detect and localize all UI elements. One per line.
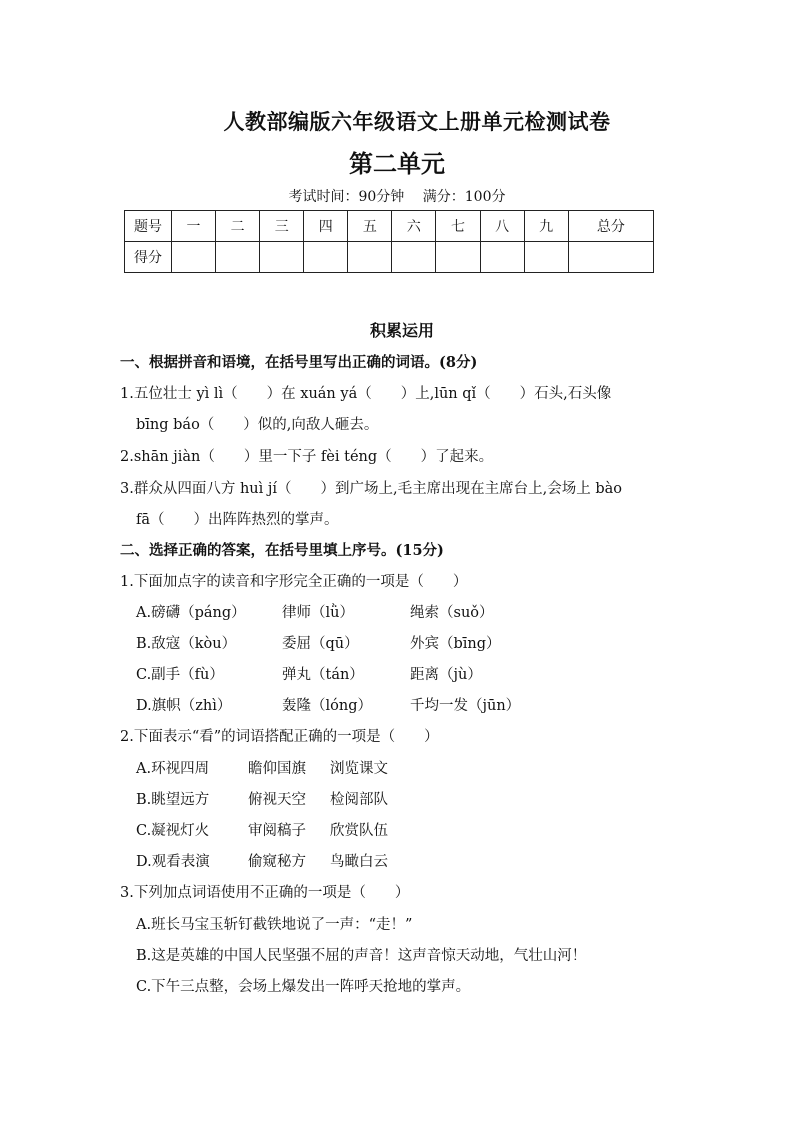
score-cell: 题号: [125, 211, 172, 242]
q1-item: 1.五位壮士 yì lì（ ）在 xuán yá（ ）上,lūn qǐ（ ）石头,石头像: [120, 386, 612, 402]
option-cell: 距离（jù）: [410, 667, 482, 683]
exam-info: [0, 186, 794, 206]
q2-sub2-stem: 2.下面表示“看”的词语搭配正确的一项是（ ）: [120, 729, 439, 745]
option-c: C.副手（fù）: [136, 667, 224, 683]
score-blank-cell[interactable]: [304, 242, 348, 273]
option-cell: 千均一发（jūn）: [410, 698, 521, 714]
section-heading: 积累运用: [369, 321, 434, 340]
option-a: A.磅礴（páng）: [136, 605, 246, 621]
score-blank-cell[interactable]: [392, 242, 436, 273]
score-cell: 总分: [568, 211, 653, 242]
score-blank-cell[interactable]: [172, 242, 216, 273]
q1-item: 2.shān jiàn（ ）里一下子 fèi téng（ ）了起来。: [120, 449, 494, 465]
score-cell: 八: [480, 211, 524, 242]
option-cell: 律师（lǜ）: [282, 605, 354, 621]
option-cell: 瞻仰国旗: [248, 761, 306, 777]
option-row: [136, 759, 388, 779]
option-c: C.凝视灯火: [136, 823, 210, 839]
option-row: [136, 790, 388, 810]
option-cell: 弹丸（tán）: [282, 667, 364, 683]
q2-heading: 二、选择正确的答案，在括号里填上序号。(15分): [120, 542, 444, 559]
option-cell: 俯视天空: [248, 792, 306, 808]
score-cell: 四: [304, 211, 348, 242]
option-b: B.眺望远方: [136, 792, 210, 808]
option-cell: 审阅稿子: [248, 823, 306, 839]
score-cell: 二: [216, 211, 260, 242]
option-b: B.这是英雄的中国人民坚强不屈的声音！这声音惊天动地，气壮山河！: [136, 948, 587, 964]
score-cell: 三: [260, 211, 304, 242]
score-blank-cell[interactable]: [480, 242, 524, 273]
score-cell: 七: [436, 211, 480, 242]
option-b: B.敌寇（kòu）: [136, 636, 237, 652]
score-table: [124, 210, 654, 273]
q2-sub1-stem: 1.下面加点字的读音和字形完全正确的一项是（ ）: [120, 574, 468, 590]
option-d: D.观看表演: [136, 854, 210, 870]
score-blank-cell[interactable]: [436, 242, 480, 273]
option-c: C.下午三点整，会场上爆发出一阵呼天抢地的掌声。: [136, 979, 471, 995]
score-blank-cell[interactable]: [524, 242, 568, 273]
option-cell: 绳索（suǒ）: [410, 605, 494, 621]
option-row: [136, 603, 494, 623]
score-cell: 得分: [125, 242, 172, 273]
option-row: [136, 665, 482, 685]
option-a: A.班长马宝玉斩钉截铁地说了一声：“走！”: [136, 917, 413, 933]
option-cell: 偷窥秘方: [248, 854, 306, 870]
option-row: [136, 852, 388, 872]
q1-item: fā（ ）出阵阵热烈的掌声。: [136, 512, 339, 528]
option-cell: 鸟瞰白云: [330, 854, 388, 870]
score-cell: 五: [348, 211, 392, 242]
unit-title: 第二单元: [349, 149, 445, 178]
option-cell: 外宾（bīng）: [410, 636, 501, 652]
option-cell: 欣赏队伍: [330, 823, 388, 839]
option-cell: 浏览课文: [330, 761, 388, 777]
option-d: D.旗帜（zhì）: [136, 698, 232, 714]
option-cell: 委屈（qū）: [282, 636, 359, 652]
score-cell: 一: [172, 211, 216, 242]
option-cell: 轰隆（lóng）: [282, 698, 372, 714]
option-cell: 检阅部队: [330, 792, 388, 808]
option-a: A.环视四周: [136, 761, 210, 777]
exam-title: 人教部编版六年级语文上册单元检测试卷: [223, 109, 611, 134]
score-blank-cell[interactable]: [568, 242, 653, 273]
option-row: [136, 821, 388, 841]
exam-full-score: 满分：100分: [422, 189, 506, 205]
option-row: [136, 696, 520, 716]
score-blank-cell[interactable]: [260, 242, 304, 273]
score-blank-cell[interactable]: [348, 242, 392, 273]
q1-item: bīng báo（ ）似的,向敌人砸去。: [136, 417, 379, 433]
option-row: [136, 634, 501, 654]
q2-sub3-stem: 3.下列加点词语使用不正确的一项是（ ）: [120, 885, 410, 901]
score-table-score-row: [125, 242, 654, 273]
score-cell: 九: [524, 211, 568, 242]
exam-time: 考试时间：90分钟: [288, 189, 405, 205]
q1-item: 3.群众从四面八方 huì jí（ ）到广场上,毛主席出现在主席台上,会场上 bào: [120, 481, 622, 497]
score-table-header-row: [125, 211, 654, 242]
q1-heading: 一、根据拼音和语境，在括号里写出正确的词语。(8分): [120, 354, 478, 371]
score-cell: 六: [392, 211, 436, 242]
score-blank-cell[interactable]: [216, 242, 260, 273]
